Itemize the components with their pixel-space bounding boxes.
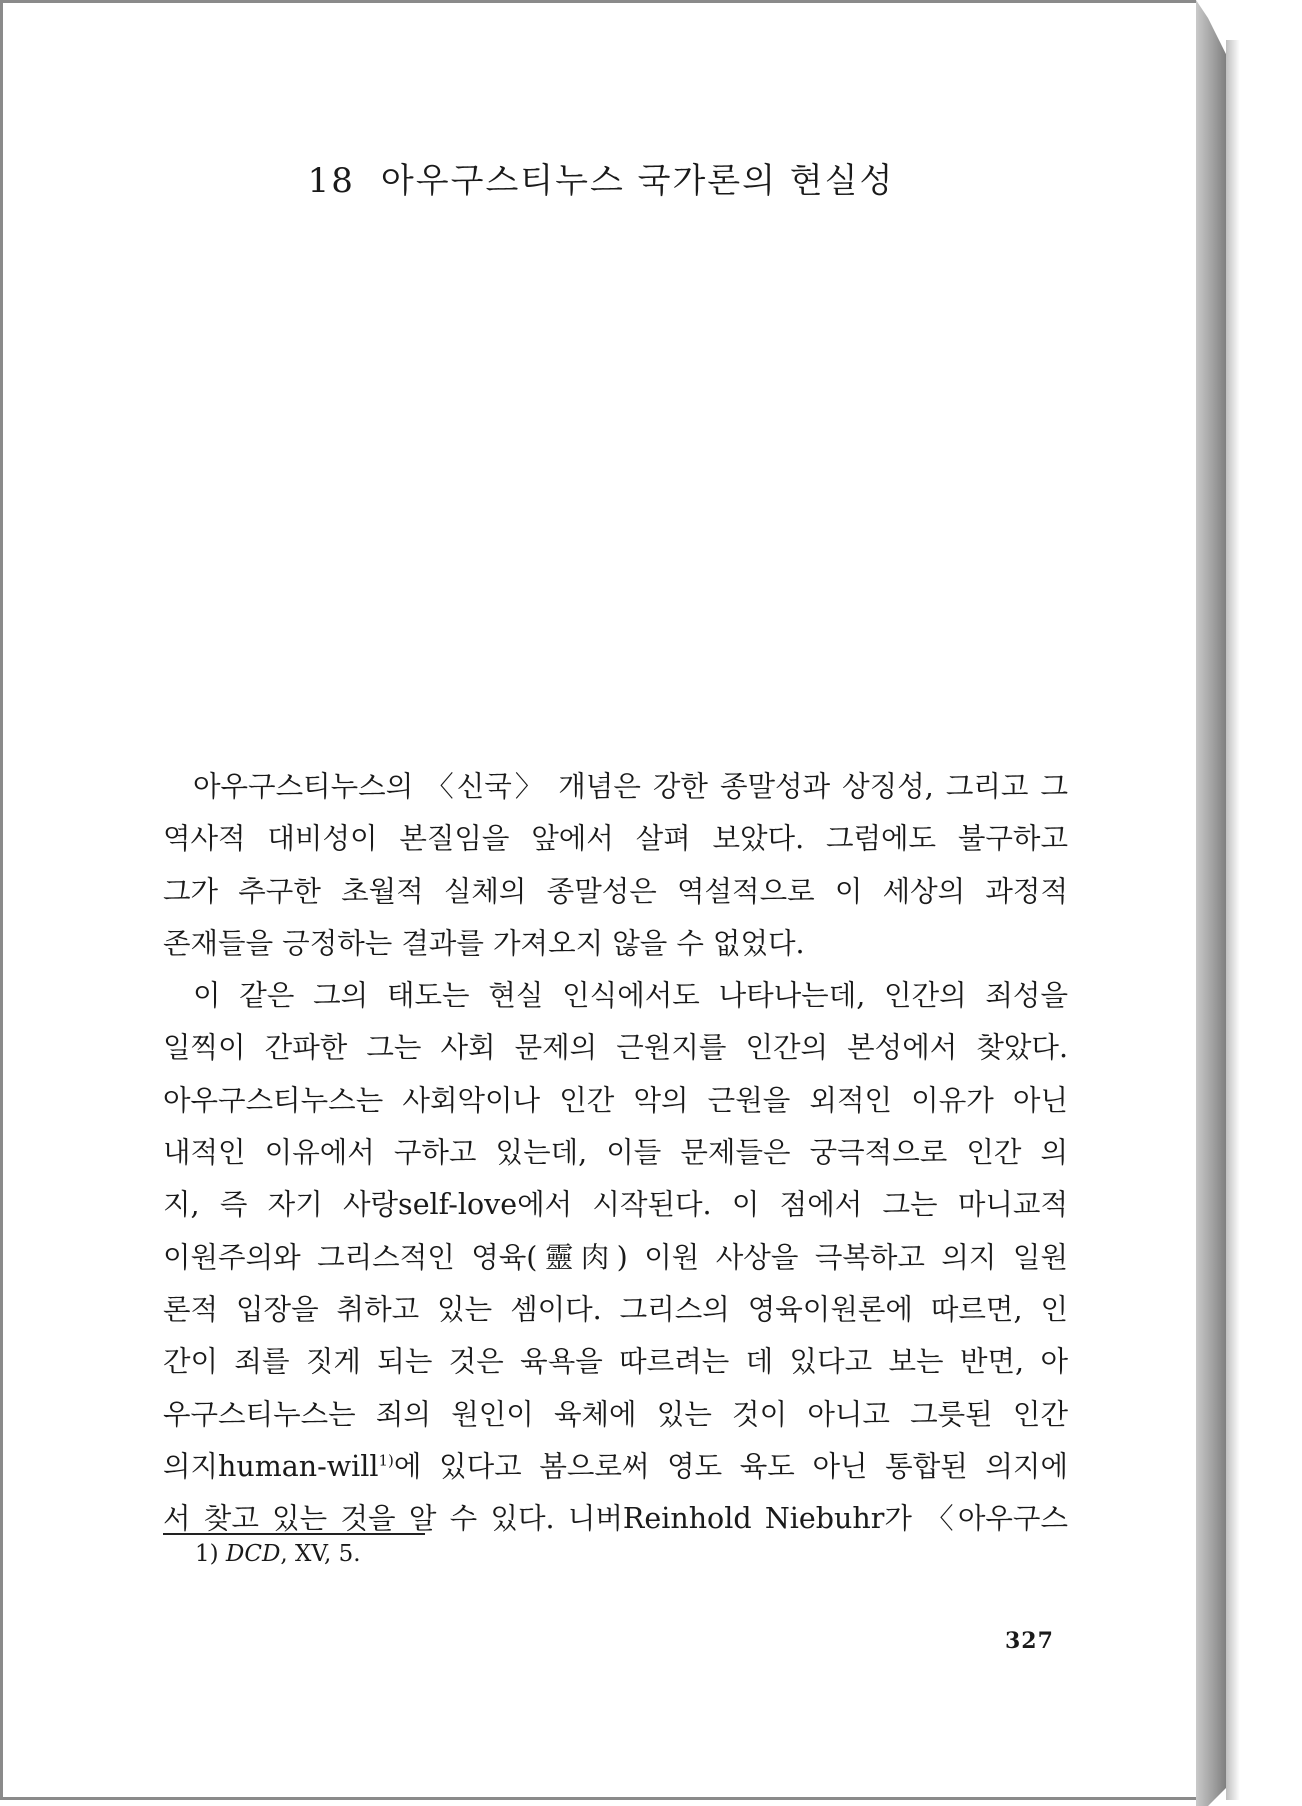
chapter-title-text: 아우구스티누스 국가론의 현실성 <box>380 161 895 201</box>
paragraph-line: 서 찾고 있는 것을 알 수 있다. 니버Reinhold Niebuhr가 〈아우구스 <box>163 1502 1068 1536</box>
chapter-number: 18 <box>307 161 355 201</box>
page-stack-edge <box>1196 0 1226 1806</box>
paragraph-line: 그가 추구한 초월적 실체의 종말성은 역설적으로 이 세상의 과정적 <box>163 874 1068 908</box>
footnote-divider <box>163 1533 425 1535</box>
footnote <box>195 1541 361 1567</box>
paragraph-line: 우구스티누스는 죄의 원인이 육체에 있는 것이 아니고 그릇된 인간 <box>163 1397 1068 1431</box>
line-text: 에 있다고 봄으로써 영도 육도 아닌 통합된 의지에 <box>393 1449 1068 1483</box>
footnote-ref: , XV, 5. <box>280 1541 361 1567</box>
paragraph-line: 간이 죄를 짓게 되는 것은 육욕을 따르려는 데 있다고 보는 반면, 아 <box>163 1345 1068 1379</box>
paragraph-line: 존재들을 긍정하는 결과를 가져오지 않을 수 없었다. <box>163 926 805 960</box>
chapter-title <box>3 153 1199 202</box>
paragraph-line: 론적 입장을 취하고 있는 셈이다. 그리스의 영육이원론에 따르면, 인 <box>163 1292 1068 1326</box>
footnote-source: DCD <box>225 1541 281 1567</box>
paragraph-line: 내적인 이유에서 구하고 있는데, 이들 문제들은 궁극적으로 인간 의 <box>163 1136 1068 1170</box>
footnote-reference[interactable]: 1) <box>378 1451 394 1470</box>
line-text: 의지human-will <box>163 1449 379 1483</box>
paragraph-line: 이원주의와 그리스적인 영육(靈肉) 이원 사상을 극복하고 의지 일원 <box>163 1240 1068 1274</box>
footnote-marker: 1) <box>195 1541 219 1567</box>
page-number: 327 <box>1005 1628 1054 1654</box>
paragraph-line: 이 같은 그의 태도는 현실 인식에서도 나타나는데, 인간의 죄성을 <box>193 979 1068 1013</box>
paragraph-line: 역사적 대비성이 본질임을 앞에서 살펴 보았다. 그럼에도 불구하고 <box>163 822 1068 856</box>
paragraph-line: 아우구스티누스의 〈신국〉 개념은 강한 종말성과 상징성, 그리고 그 <box>193 770 1068 803</box>
paragraph-line: 아우구스티누스는 사회악이나 인간 악의 근원을 외적인 이유가 아닌 <box>163 1083 1068 1117</box>
paragraph-line-with-footnote <box>163 1441 1068 1493</box>
paragraph-line: 지, 즉 자기 사랑self-love에서 시작된다. 이 점에서 그는 마니교적 <box>163 1188 1068 1222</box>
page-shadow <box>1226 40 1240 1800</box>
body-text <box>163 761 1068 1545</box>
paragraph-line: 일찍이 간파한 그는 사회 문제의 근원지를 인간의 본성에서 찾았다. <box>163 1031 1068 1065</box>
